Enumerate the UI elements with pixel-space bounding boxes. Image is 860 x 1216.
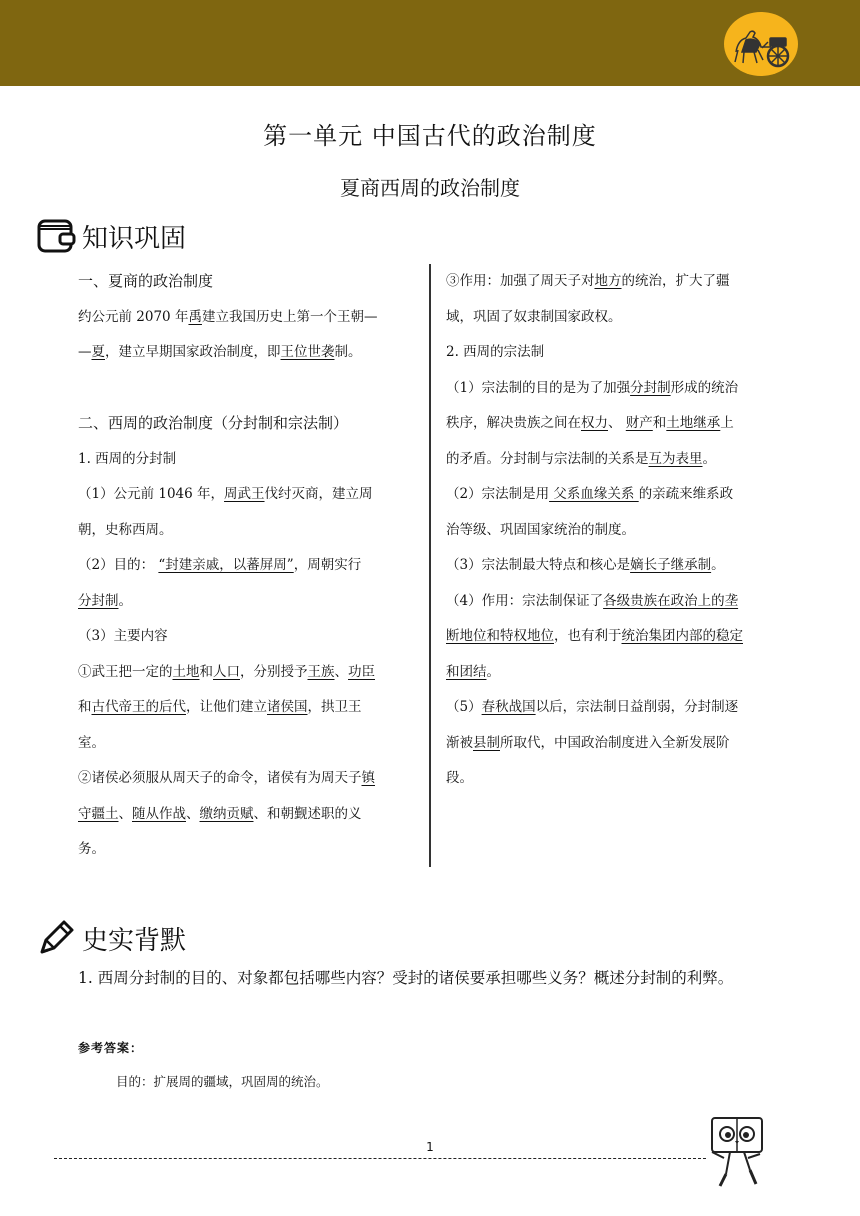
text-run: ②诸侯必须服从周天子的命令，诸侯有为周天子: [78, 770, 362, 786]
text-run: （3）主要内容: [78, 628, 168, 644]
text-run: 、: [118, 805, 132, 822]
text-run: 约公元前 2070 年: [78, 308, 189, 325]
section-knowledge-title: 知识巩固: [82, 223, 187, 254]
underlined-term: 互为表里: [648, 450, 703, 467]
text-run: 2. 西周的宗法制: [446, 344, 545, 360]
text-run: 一、夏商的政治制度: [78, 272, 214, 290]
underlined-term: 周武王: [224, 486, 265, 502]
text-run: 二、西周的政治制度（分封制和宗法制）: [78, 414, 349, 432]
blank-line: [78, 371, 418, 407]
text-line: [446, 584, 790, 620]
underlined-term: 土地继承: [666, 415, 721, 431]
column-divider: [429, 264, 431, 867]
underlined-term: 缴纳贡赋: [199, 805, 254, 822]
text-run: 的矛盾。分封制与宗法制的关系是: [446, 450, 649, 467]
text-run: ，拱卫王: [307, 699, 362, 715]
text-line: [446, 371, 790, 407]
text-line: [446, 761, 790, 797]
text-run: 。: [711, 557, 725, 573]
underlined-term: 财产: [625, 415, 653, 431]
underlined-term: 随从作战: [132, 805, 186, 822]
underlined-term: 断地位和特权地位: [446, 628, 554, 644]
text-run: （1）公元前 1046 年，: [78, 486, 225, 502]
text-run: ，建立早期国家政治制度，即: [105, 344, 281, 360]
right-column: [446, 264, 790, 797]
book-owl-mascot-icon: [706, 1114, 768, 1192]
text-line: [78, 726, 418, 762]
text-line: [78, 797, 418, 833]
question-text: 1. 西周分封制的目的、对象都包括哪些内容？受封的诸侯要承担哪些义务？概述分封制的利弊。: [78, 969, 734, 987]
text-line: [446, 690, 790, 726]
text-run: 、: [186, 805, 200, 822]
notebook-icon: [36, 216, 76, 256]
text-line: [78, 655, 418, 691]
section-knowledge-header: [36, 216, 186, 256]
text-run: （2）宗法制是用: [446, 486, 550, 502]
underlined-term: 夏: [91, 344, 105, 360]
underlined-term: 和团结: [446, 663, 487, 680]
underlined-term: 各级贵族在政治上的垄: [603, 592, 739, 609]
underlined-term: 分封制: [630, 379, 671, 396]
text-run: （1）宗法制的目的是为了加强: [446, 379, 631, 396]
text-line: [78, 300, 418, 336]
text-run: ①武王把一定的: [78, 663, 173, 680]
text-run: 制。: [334, 344, 362, 360]
left-column: [78, 264, 418, 868]
text-run: （2）目的：: [78, 557, 159, 573]
text-line: [78, 690, 418, 726]
underlined-term: 守疆土: [78, 805, 119, 822]
text-line: [78, 619, 418, 655]
text-line: [78, 761, 418, 797]
text-run: 室。: [78, 734, 105, 751]
underlined-term: 父系血缘关系: [549, 486, 639, 502]
text-line: [78, 548, 418, 584]
text-line: [78, 832, 418, 868]
footer-dashed-line: [54, 1158, 706, 1159]
text-line: [446, 406, 790, 442]
underlined-term: 春秋战国: [481, 699, 536, 715]
underlined-term: 统治集团内部的稳定: [621, 628, 743, 644]
underlined-term: 诸侯国: [267, 699, 308, 715]
text-run: 。: [118, 592, 132, 609]
section-heading: [78, 264, 418, 300]
text-run: ，分别授予: [240, 663, 308, 680]
text-run: 、: [334, 663, 348, 680]
answer-text: 目的：扩展周的疆域，巩固周的统治。: [116, 1074, 329, 1089]
underlined-term: 分封制: [78, 592, 119, 609]
section-facts-title: 史实背默: [82, 925, 187, 956]
text-line: [446, 513, 790, 549]
text-run: （3）宗法制最大特点和核心是: [446, 557, 631, 573]
text-run: （5）: [446, 699, 482, 715]
pencil-icon: [36, 918, 76, 958]
text-run: 渐被: [446, 734, 473, 751]
underlined-term: 县制: [473, 734, 500, 751]
text-run: 所取代，中国政治制度进入全新发展阶: [500, 734, 730, 751]
text-run: （4）作用：宗法制保证了: [446, 592, 604, 609]
text-run: 和: [78, 699, 92, 715]
text-run: 伐纣灭商，建立周: [264, 486, 373, 502]
text-run: 、: [608, 415, 626, 431]
text-run: 域，巩固了奴隶制国家政权。: [446, 308, 622, 325]
horse-carriage-logo-icon: [724, 12, 798, 76]
text-run: 。: [486, 663, 500, 680]
underlined-term: 王位世袭: [280, 344, 335, 360]
underlined-term: 人口: [213, 663, 240, 680]
text-run: ③作用：加强了周天子对: [446, 273, 595, 289]
section-heading: [78, 406, 418, 442]
text-line: [78, 477, 418, 513]
section-facts-header: [36, 918, 186, 958]
text-run: 1. 西周的分封制: [78, 450, 177, 467]
underlined-term: 禹: [188, 308, 202, 325]
text-line: [78, 513, 418, 549]
text-line: [78, 335, 418, 371]
text-line: [446, 264, 790, 300]
underlined-term: 嫡长子继承制: [630, 557, 712, 573]
text-run: 形成的统治: [670, 379, 739, 396]
text-run: 和: [199, 663, 213, 680]
text-run: —: [78, 344, 92, 360]
text-run: ，让他们建立: [186, 699, 267, 715]
text-run: 。: [702, 450, 716, 467]
text-line: [446, 655, 790, 691]
underlined-term: “封建亲戚，以蕃屏周”: [158, 557, 294, 573]
page-number: 1: [426, 1140, 434, 1154]
underlined-term: 古代帝王的后代: [91, 699, 186, 715]
text-run: 上: [720, 415, 734, 431]
text-line: [78, 584, 418, 620]
underlined-term: 功臣: [348, 663, 375, 680]
underlined-term: 镇: [361, 770, 375, 786]
text-run: 朝，史称西周。: [78, 521, 173, 538]
underlined-term: 地方: [594, 273, 622, 289]
text-line: [446, 335, 790, 371]
text-run: 、和朝觐述职的义: [253, 805, 362, 822]
text-line: [446, 300, 790, 336]
text-run: 的亲疏来维系政: [638, 486, 734, 502]
text-run: 治等级、巩固国家统治的制度。: [446, 521, 635, 538]
text-run: 以后，宗法制日益削弱，分封制逐: [535, 699, 739, 715]
text-line: [78, 442, 418, 478]
text-line: [446, 442, 790, 478]
text-run: ，周朝实行: [293, 557, 362, 573]
text-run: 建立我国历史上第一个王朝—: [201, 308, 378, 325]
reference-answer-label: 参考答案：: [78, 1041, 144, 1055]
text-run: 秩序，解决贵族之间在: [446, 415, 581, 431]
underlined-term: 土地: [172, 663, 200, 680]
text-run: 务。: [78, 841, 105, 857]
text-line: [446, 726, 790, 762]
underlined-term: 权力: [581, 415, 608, 431]
page-subtitle: 夏商西周的政治制度: [340, 176, 520, 200]
text-run: 段。: [446, 770, 473, 786]
text-run: ，也有利于: [554, 628, 622, 644]
text-run: 和: [652, 415, 667, 431]
text-line: [446, 548, 790, 584]
page-title: 第一单元 中国古代的政治制度: [263, 122, 597, 150]
text-run: 的统治，扩大了疆: [621, 273, 730, 289]
text-line: [446, 619, 790, 655]
text-line: [446, 477, 790, 513]
underlined-term: 王族: [307, 663, 335, 680]
